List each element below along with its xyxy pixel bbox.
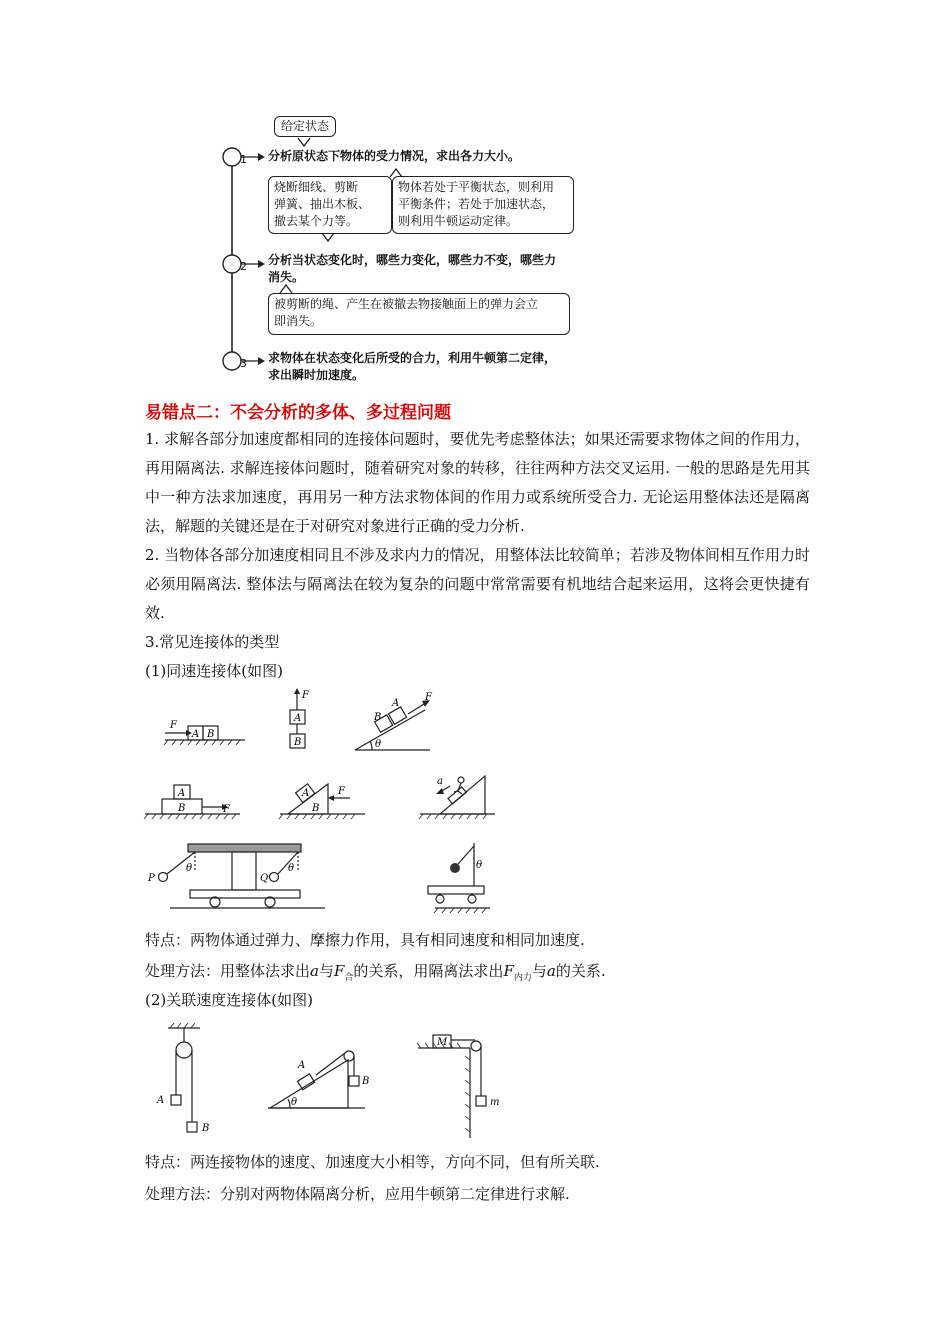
fig1-f-label: F [170, 720, 177, 731]
fig7-p-label: P [148, 873, 155, 884]
fig3-b-label: B [374, 712, 382, 723]
step2-number: 2 [240, 260, 247, 273]
paragraph-1: 1. 求解各部分加速度都相同的连接体问题时，要优先考虑整体法；如果还需要求物体之间的作用力，再用隔离法. 求解连接体问题时，随着研究对象的转移，往往两种方法交叉运用. 一般的思路是先用其中一种方法求加速度，再用另一种方法求物体间的作用力或系统所受合力. 无论运用整体法还是隔离法，解题的关键还是在于对研究对象进行正确的受力分析. [145, 430, 810, 535]
step3-circle [223, 352, 241, 370]
fig2-f-label: F [302, 690, 309, 701]
fig2-a-label: A [294, 713, 302, 724]
paragraph-2: 2. 当物体各部分加速度相同且不涉及求内力的情况，用整体法比较简单；若涉及物体间相互作用力时必须用隔离法. 整体法与隔离法在较为复杂的问题中常常需要有机地结合起来运用，这将会更快捷有效. [145, 546, 810, 622]
method-1: 处理方法：用整体法求出a与$F_合$的关系，用隔离法求出$F_{内力}$与a的关系. [145, 962, 606, 983]
table-m-big-label: M [437, 1037, 448, 1048]
fig7-theta1-label: θ [186, 863, 193, 874]
paragraph-3: 3.常见连接体的类型 [145, 633, 280, 651]
fig6-a-label: a [437, 776, 443, 787]
feature-2: 特点：两连接物体的速度、加速度大小相等，方向不同，但有所关联. [145, 1153, 600, 1171]
fig5-f-label: F [338, 786, 345, 797]
pulley-a-label: A [157, 1095, 165, 1106]
note-right: 物体若处于平衡状态，则利用 平衡条件；若处于加速状态， 则利用牛顿运动定律。 [392, 176, 574, 234]
incline-theta-label: θ [291, 1097, 298, 1108]
table-m-small-label: m [490, 1097, 500, 1108]
step1-text: 分析原状态下物体的受力情况，求出各力大小。 [268, 149, 521, 163]
fig5-a-label: A [302, 788, 310, 799]
note-bottom: 被剪断的绳、产生在被撤去物接触面上的弹力会立 即消失。 [268, 293, 570, 335]
same-speed-figures [140, 688, 520, 918]
fig8-theta-label: θ [476, 860, 483, 871]
fig3-theta-label: θ [375, 739, 382, 750]
incline-b-label: B [362, 1076, 370, 1087]
step3-text: 求物体在状态变化后所受的合力，利用牛顿第二定律， 求出瞬时加速度。 [268, 351, 557, 382]
step2-text: 分析当状态变化时，哪些力变化，哪些力不变，哪些力 消失。 [268, 253, 557, 284]
fig5-b-label: B [312, 803, 320, 814]
subheading-2: (2)关联速度连接体(如图) [145, 991, 313, 1009]
fig1-b-label: B [207, 729, 215, 740]
flowchart [210, 110, 590, 395]
fig3-f-label: F [425, 692, 432, 703]
fig4-f-label: F [223, 804, 230, 815]
fig1-a-label: A [192, 729, 200, 740]
section-title: 易错点二：不会分析的多体、多过程问题 [145, 403, 451, 423]
feature-1: 特点：两物体通过弹力、摩擦力作用，具有相同速度和相同加速度. [145, 931, 585, 949]
note-left: 烧断细线、剪断 弹簧、抽出木板、 撤去某个力等。 [268, 176, 392, 234]
fig7-theta2-label: θ [288, 863, 295, 874]
fig3-a-label: A [392, 698, 400, 709]
fig7-q-label: Q [260, 873, 269, 884]
step2-circle [223, 255, 241, 273]
related-speed-figures [140, 1020, 520, 1145]
fig4-a-label: A [178, 788, 186, 799]
subheading-1: (1)同速连接体(如图) [145, 662, 283, 680]
step3-number: 3 [240, 357, 247, 370]
incline-a-label: A [298, 1060, 306, 1071]
flow-top-label: 给定状态 [274, 116, 336, 137]
pulley-b-label: B [202, 1123, 210, 1134]
fig2-b-label: B [294, 737, 302, 748]
fig4-b-label: B [178, 803, 186, 814]
step1-circle [223, 148, 241, 166]
step1-number: 1 [240, 153, 247, 166]
method-2: 处理方法：分别对两物体隔离分析，应用牛顿第二定律进行求解. [145, 1185, 570, 1203]
